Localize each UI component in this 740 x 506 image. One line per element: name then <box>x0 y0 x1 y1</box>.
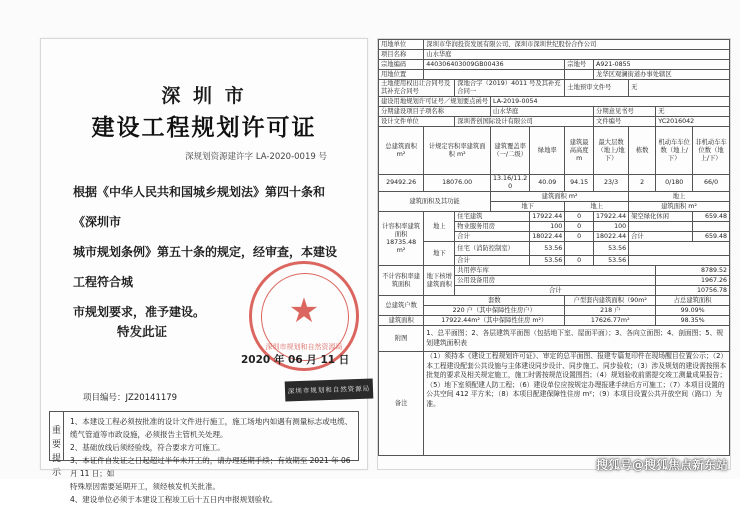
row-value: 深圳普创国际设计有限公司 <box>455 117 594 127</box>
cell: 218 户 <box>565 306 656 316</box>
issuer-text: 特发此证 <box>117 324 168 339</box>
cell: 0 <box>565 222 594 232</box>
stats-header-row <box>379 127 730 175</box>
cell: 0 <box>565 232 594 242</box>
row-label: 分期意见书号 <box>594 107 656 117</box>
stats-value-row <box>379 175 730 192</box>
cell: 53.56 <box>594 256 629 266</box>
cell: 合计 <box>455 232 530 242</box>
cell: 659.48 <box>693 212 730 222</box>
above-label: 地上 <box>424 212 455 242</box>
notice-item: 3、本证件自发证之日起超过半年未开工的，请办理延期手续；有效期至 2021 年 06 月 11 日；如 <box>70 456 351 478</box>
table-row <box>379 266 730 276</box>
stats-value: 2 <box>629 175 656 192</box>
cell: 220 户（其中保障性住房户） <box>424 306 565 316</box>
notice-item: 缆气管道等市政设施，必须报告主管机关处理。 <box>70 430 228 439</box>
table-row <box>379 70 730 80</box>
stats-header: 建筑覆盖率（一/二级） <box>491 127 530 175</box>
project-number: 项目编号：JZ20141179 <box>83 393 178 403</box>
cell: 99.09% <box>656 306 730 316</box>
cell: 17626.77m² <box>565 316 656 326</box>
cell: 100 <box>530 222 565 232</box>
stats-header: 机动车车位数（地上/下） <box>656 127 693 175</box>
plot-ratio-value: 18735.48 m² <box>386 238 417 254</box>
cell: 18022.44 <box>594 232 629 242</box>
cell: 53.56 <box>530 242 565 256</box>
cell: 53.56 <box>530 256 565 266</box>
notice-item: 特殊原因需要延期开工，须经核发机关批准。 <box>70 482 220 491</box>
table-row <box>379 242 730 256</box>
stats-value: 23/3 <box>594 175 629 192</box>
watermark-text: 搜狐号@搜狐焦点新东站 <box>595 458 728 472</box>
stats-value: 13.16/11.2 0 <box>491 175 530 192</box>
cell: 物业服务用房 <box>455 222 530 232</box>
cell <box>693 222 730 232</box>
table-row <box>379 326 730 352</box>
cell: 17922.44 <box>594 212 629 222</box>
table-row <box>379 117 730 127</box>
table-row <box>379 40 730 50</box>
table-row <box>379 192 730 202</box>
units-label: 总建筑户数 <box>379 296 424 316</box>
table-row <box>379 212 730 222</box>
verification-stamp: 深圳市规划和自然资源局 <box>285 378 374 401</box>
cell: 98.35% <box>656 316 730 326</box>
area-subheader: 地上 <box>565 202 629 212</box>
below-label: 地下 <box>424 242 455 266</box>
row-value: 无 <box>629 80 730 97</box>
cell: 住宅建筑 <box>455 212 530 222</box>
issue-date: 2020 年 06 月 11 日 <box>241 354 350 366</box>
notice-items <box>70 415 354 506</box>
notice-item: 2、基础放线后须经验线，符合要求方可施工。 <box>70 443 225 452</box>
non-plot-label: 不计容积率建筑面积 <box>379 266 424 296</box>
row-value: A921-0855 <box>594 60 730 70</box>
row-label: 文件编号 <box>594 117 656 127</box>
stats-value: 66/0 <box>693 175 730 192</box>
table-row <box>379 296 730 306</box>
row-label: 分期建设项目子项名称 <box>379 107 491 117</box>
units-header: 占总建筑面积 <box>656 296 730 306</box>
area-header-col: 建筑面积 m² <box>491 192 629 202</box>
attachments-label: 附图 <box>379 326 424 352</box>
plot-ratio-label: 计容积率建筑面积 <box>382 222 421 238</box>
cell: 18022.44 <box>530 232 565 242</box>
cell: 合计 <box>629 232 693 242</box>
table-row <box>379 107 730 117</box>
stats-value: 18076.00 <box>424 175 491 192</box>
notes-label: 备注 <box>379 352 424 456</box>
stats-header: 非机动车车位数（地上/下） <box>693 127 730 175</box>
cell: 10756.78 <box>656 286 730 296</box>
stats-value: 94.15 <box>565 175 594 192</box>
row-label: 项目名称 <box>379 50 424 60</box>
area-subheader: 地下 <box>491 202 565 212</box>
permit-detail-form <box>377 38 731 470</box>
cell: 17922.44m²（其中保障性住房 m²） <box>424 316 565 326</box>
row-value: 深地合字（2019）4011 号及其补充合同一 <box>455 80 565 97</box>
stats-header: 栋数 <box>629 127 656 175</box>
cell: 合计 <box>455 286 656 296</box>
cell <box>629 242 730 256</box>
table-row <box>379 97 730 107</box>
area-header-col: 地上 <box>629 192 730 202</box>
cell: 8789.52 <box>656 266 730 276</box>
notice-label: 重要提示 <box>50 412 64 460</box>
non-plot-sub-label: 地下核增建筑面积 <box>424 266 455 296</box>
body-line: 城市规划条例》第五十条的规定，经审查，本建设工程符合城 <box>73 245 338 289</box>
cell: 公用设备用房 <box>455 276 656 286</box>
table-row <box>379 50 730 60</box>
table-row <box>379 60 730 70</box>
row-value: 440306403009GB00436 <box>424 60 565 70</box>
notice-item: 4、建设单位必须于本建设工程竣工后十五日内申报规划验收。 <box>70 495 278 504</box>
cell <box>565 242 594 256</box>
stats-value: 40.09 <box>530 175 565 192</box>
row-label: 用地位置 <box>379 70 424 80</box>
notice-item: 1、本建设工程必须按批准的设计文件进行施工，施工场地内如遇有测量标志或电缆、 <box>70 417 353 426</box>
cell: 53.56 <box>594 242 629 256</box>
row-label <box>565 70 594 80</box>
table-row <box>379 316 730 326</box>
cell: 共用停车库 <box>455 266 656 276</box>
stats-header: 计规定容积率建筑面积 m² <box>424 127 491 175</box>
row-label: 设计文件单位 <box>379 117 455 127</box>
plot-ratio-cell <box>379 212 424 266</box>
cell: 1967.26 <box>656 276 730 286</box>
stats-value: 0/180 <box>656 175 693 192</box>
certificate-city: 深 圳 市 <box>161 85 247 107</box>
stats-header: 最大层数（地上/地下） <box>594 127 629 175</box>
cell: 17922.44 <box>530 212 565 222</box>
cell: 架空绿化休闲 <box>629 212 693 222</box>
cell: 住宅（消防控制室） <box>455 242 530 256</box>
body-line: 根据《中华人民共和国城乡规划法》第四十条和《深圳市 <box>73 185 326 229</box>
important-notice <box>49 411 359 504</box>
form-table <box>378 39 730 456</box>
seal-text: 深圳市规划和自然资源局 <box>265 343 343 351</box>
row-value <box>424 70 565 80</box>
row-label: 宗地编码 <box>379 60 424 70</box>
body-line: 市规划要求，准予建设。 <box>73 305 206 319</box>
seal-star-icon: ★ <box>288 291 320 331</box>
table-row <box>379 352 730 456</box>
stats-header: 绿地率 <box>530 127 565 175</box>
cell: 合计 <box>455 256 530 266</box>
cell <box>629 222 693 232</box>
row-value: 山水华庭 <box>424 50 730 60</box>
cell: 0 <box>565 256 594 266</box>
stats-header: 总建筑面积 m² <box>379 127 424 175</box>
stats-value: 29492.26 <box>379 175 424 192</box>
row-value: 山水华庭 <box>491 107 594 117</box>
cell: 0 <box>565 212 594 222</box>
row-value: 龙华区观澜街道办事处辖区 <box>594 70 730 80</box>
units-header: 户型套内建筑面积（90m² <box>565 296 656 306</box>
notes-text: （1）须持本《建设工程规划许可证》、审定的总平面图、报建专篇复印件在现场醒目位置公示；（2）本工程建设配套公共设施与主体建设同步设计、同步施工、同步验收；（3）涉及规划的建设需按照本批复的要求及相关规定施工，施工时需按规范设置围挡；（4）规划验收前需提交竣工测量成果报告；（5）地下室须配建人防工程；（6）建设单位应按规定办理报建手续后方可施工；（7）本项目设置的公共空间 412 平方米；（8）本项目配建保障性住房 m²；（9）本项目设置公共开放空间（路口）为准。 <box>424 352 730 456</box>
row-label: 宗地号 <box>565 60 594 70</box>
row-value: LA-2019-0054 <box>491 97 730 107</box>
row-value: YC2016042 <box>656 117 730 127</box>
cell <box>629 256 730 266</box>
row-label: 建设用地规划许可证号／规划要点函号 <box>379 97 491 107</box>
units-header: 套数 <box>424 296 565 306</box>
row-label: 土地预审文件号 <box>565 80 629 97</box>
row-label: 土地使用权出让合同号及其补充合同号 <box>379 80 455 97</box>
area-header-left: 建筑面积及其功能 <box>379 192 491 212</box>
stats-header: 建筑最高高度 m <box>565 127 594 175</box>
cell: 100 <box>594 222 629 232</box>
table-row <box>379 80 730 97</box>
row-value: 深圳市华润投资发展有限公司、深圳市深圳世纪股份合作公司 <box>424 40 730 50</box>
cell: 659.48 <box>693 232 730 242</box>
certificate-number: 深规划资源建许字 LA-2020-0019 号 <box>185 152 327 162</box>
area-subheader: 建筑面积 m² <box>629 202 730 212</box>
permit-certificate <box>40 38 371 504</box>
table-row <box>379 306 730 316</box>
certificate-title: 建设工程规划许可证 <box>91 115 317 141</box>
attachments-text: 1、总平面图；2、各层建筑平面图（包括地下室、屋面平面）；3、各向立面图；4、剖面图；5、规划建筑面积表 <box>424 326 730 352</box>
units-area-label: 建筑面积 <box>379 316 424 326</box>
row-value: 无 <box>656 107 730 117</box>
row-label: 用地单位 <box>379 40 424 50</box>
